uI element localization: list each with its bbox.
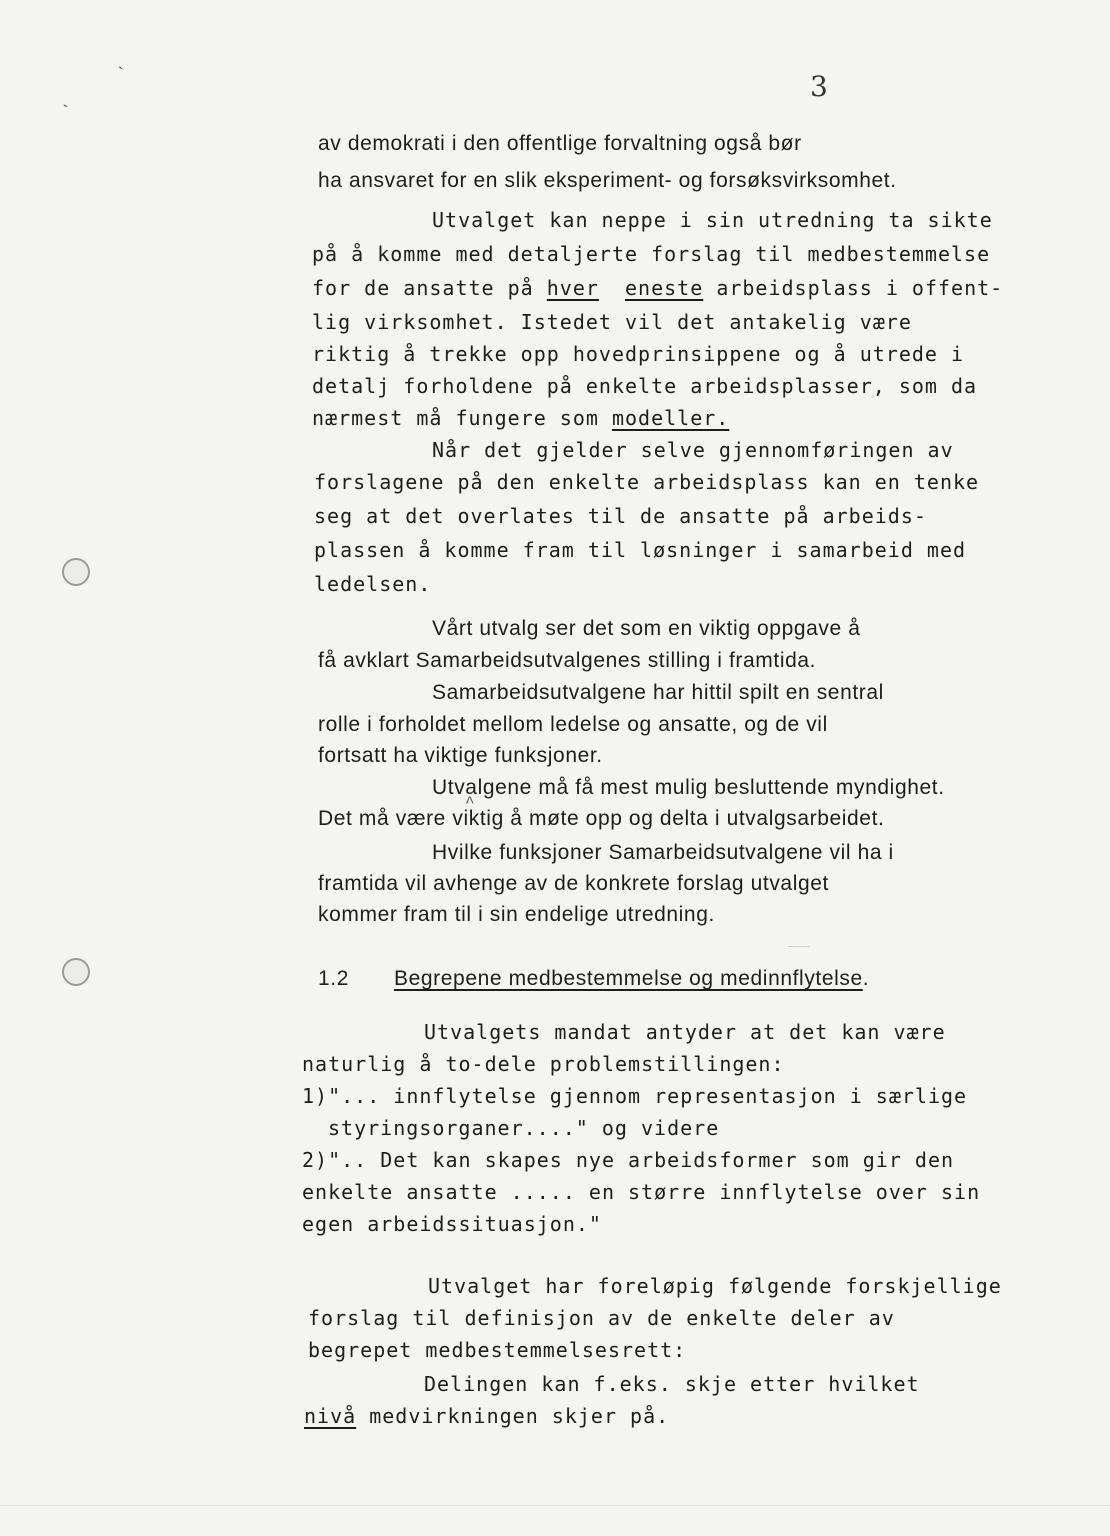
text-segment: arbeidsplass i offent- [716, 276, 1004, 300]
underlined-word: nivå [304, 1404, 357, 1428]
text-line: Utvalget har foreløpig følgende forskjellige [428, 1274, 1002, 1298]
handwritten-caret: ^ [465, 794, 475, 812]
text-line: framtida vil avhenge av de konkrete forslag utvalget [318, 872, 829, 895]
text-line: egen arbeidssituasjon." [302, 1212, 602, 1236]
text-line: 2)".. Det kan skapes nye arbeidsformer som gir den [302, 1148, 955, 1172]
text-segment: nærmest må fungere som [312, 406, 599, 430]
text-line [312, 278, 1003, 298]
text-line: på å komme med detaljerte forslag til medbestemmelse [312, 242, 991, 266]
text-line: av demokrati i den offentlige forvaltning også bør [318, 132, 802, 155]
text-segment: . [862, 967, 870, 990]
text-line: forslag til definisjon av de enkelte deler av [308, 1306, 895, 1330]
text-line: plassen å komme fram til løsninger i samarbeid med [314, 538, 967, 562]
text-line: Det må være viktig å møte opp og delta i utvalgsarbeidet. [318, 807, 885, 830]
section-heading [394, 968, 869, 989]
text-line: ha ansvaret for en slik eksperiment- og forsøksvirksomhet. [318, 169, 897, 192]
text-line: Utvalgene må få mest mulig besluttende myndighet. [432, 776, 945, 799]
punch-hole-icon [62, 558, 90, 586]
text-line: lig virksomhet. Istedet vil det antakelig være [312, 310, 912, 334]
text-line: enkelte ansatte ..... en større innflytelse over sin [302, 1180, 981, 1204]
text-line: rolle i forholdet mellom ledelse og ansatte, og de vil [318, 713, 828, 736]
text-line: naturlig å to-dele problemstillingen: [302, 1052, 785, 1076]
text-line: Hvilke funksjoner Samarbeidsutvalgene vil ha i [432, 841, 894, 864]
section-number: 1.2 [318, 967, 349, 990]
text-line: ledelsen. [314, 572, 432, 596]
text-line [312, 408, 729, 428]
section-title: Begrepene medbestemmelse og medinnflytelse [394, 967, 863, 990]
stray-mark: ` [60, 104, 71, 124]
text-line: Når det gjelder selve gjennomføringen av [432, 438, 954, 462]
text-line [304, 1406, 669, 1426]
text-line: Delingen kan f.eks. skje etter hvilket [424, 1372, 920, 1396]
text-line: forslagene på den enkelte arbeidsplass kan en tenke [314, 470, 980, 494]
text-segment: medvirkningen skjer på. [369, 1404, 670, 1428]
text-segment: for de ansatte på [312, 276, 534, 300]
text-line: riktig å trekke opp hovedprinsippene og å utrede i [312, 342, 965, 366]
text-line: detalj forholdene på enkelte arbeidsplasser, som da [312, 374, 978, 398]
text-line: få avklart Samarbeidsutvalgenes stilling i framtida. [318, 649, 817, 672]
underlined-word: eneste [625, 276, 704, 300]
underlined-word: modeller. [611, 406, 730, 430]
text-line: kommer fram til i sin endelige utredning. [318, 903, 715, 926]
stray-mark: ` [115, 66, 126, 86]
page-edge [0, 1505, 1110, 1506]
page-number: 3 [810, 70, 828, 103]
text-line: Vårt utvalg ser det som en viktig oppgave å [432, 617, 861, 640]
text-line: begrepet medbestemmelsesrett: [308, 1338, 687, 1362]
text-line: fortsatt ha viktige funksjoner. [318, 744, 603, 767]
underlined-word: hver [546, 276, 599, 300]
text-line: Utvalgets mandat antyder at det kan være [424, 1020, 946, 1044]
text-line: Utvalget kan neppe i sin utredning ta sikte [432, 208, 993, 232]
text-line: Samarbeidsutvalgene har hittil spilt en sentral [432, 681, 884, 704]
punch-hole-icon [62, 958, 90, 986]
text-line: 1)"... innflytelse gjennom representasjon i særlige [302, 1084, 968, 1108]
text-line: seg at det overlates til de ansatte på arbeids- [314, 504, 927, 528]
text-line: styringsorganer...." og videre [328, 1116, 720, 1140]
stray-mark [788, 946, 810, 947]
